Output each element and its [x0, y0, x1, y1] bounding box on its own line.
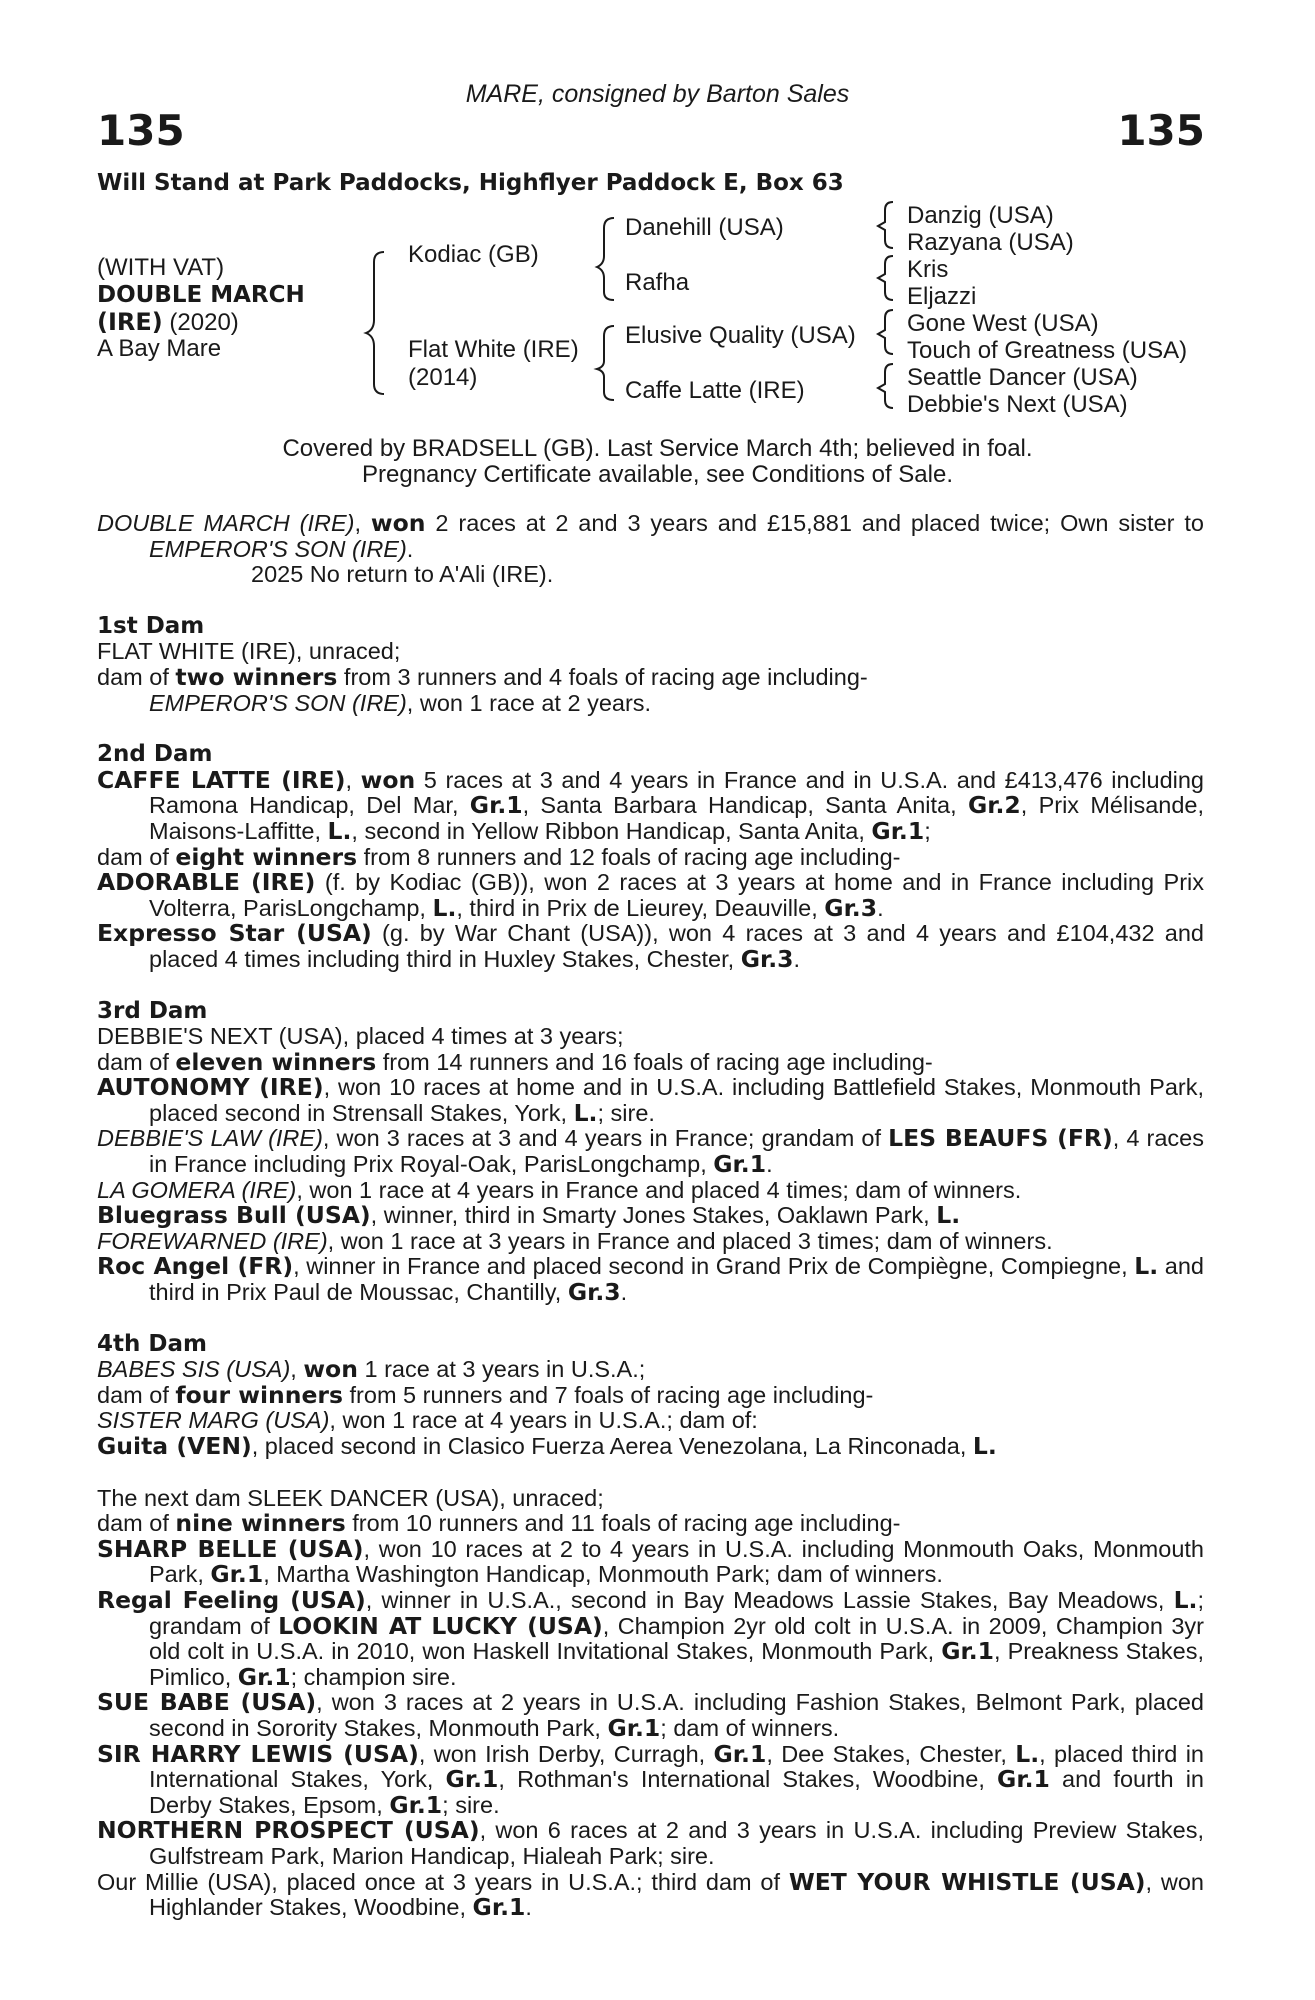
- dam3-heading: 3rd Dam: [97, 997, 208, 1024]
- ancestor-5: Gone West (USA): [907, 310, 1099, 337]
- bracket-sire-dam: [366, 252, 384, 394]
- ancestor-8: Debbie's Next (USA): [907, 391, 1128, 418]
- intro-paragraph: DOUBLE MARCH (IRE), won 2 races at 2 and 3 years and £15,881 and placed twice; Own sister to EMPEROR'S SON (IRE).: [97, 509, 1204, 562]
- bracket-g56: [878, 310, 893, 354]
- dam3-progeny-la-gomera: LA GOMERA (IRE), won 1 race at 4 years in France and placed 4 times; dam of winners.: [97, 1176, 1022, 1203]
- sire-dam: Rafha: [625, 269, 690, 296]
- ancestor-2: Razyana (USA): [907, 229, 1074, 256]
- ancestor-7: Seattle Dancer (USA): [907, 364, 1138, 391]
- next-dam-produce: dam of nine winners from 10 runners and 11 foals of racing age including-: [97, 1509, 901, 1538]
- bracket-sire-parents: [597, 218, 614, 300]
- catalogue-body: [97, 511, 1204, 1921]
- sire-sire: Danehill (USA): [625, 214, 784, 241]
- next-dam-progeny-sue-babe: SUE BABE (USA), won 3 races at 2 years in U.S.A. including Fashion Stakes, Belmont Park, placed second in Sorority Stakes, Monmouth Park, Gr.1; dam of winners.: [97, 1688, 1204, 1742]
- dam4-heading: 4th Dam: [97, 1330, 207, 1357]
- dam3-produce: dam of eleven winners from 14 runners and 16 foals of racing age including-: [97, 1047, 933, 1076]
- dam1-line: FLAT WHITE (IRE), unraced;: [97, 638, 401, 665]
- covered-line: Covered by BRADSELL (GB). Last Service March 4th; believed in foal.: [282, 435, 1033, 462]
- next-dam-line: The next dam SLEEK DANCER (USA), unraced;: [97, 1484, 604, 1511]
- stand-location: Will Stand at Park Paddocks, Highflyer Paddock E, Box 63: [97, 170, 844, 196]
- dam3-progeny-autonomy: AUTONOMY (IRE), won 10 races at home and in U.S.A. including Battlefield Stakes, Monmouth Park, placed second in Strensall Stakes, York, L.; sire.: [97, 1073, 1205, 1127]
- ancestor-6: Touch of Greatness (USA): [907, 337, 1188, 364]
- sire: Kodiac (GB): [408, 241, 539, 268]
- dam2-line: CAFFE LATTE (IRE), won 5 races at 3 and 4 years in France and in U.S.A. and £413,476 including Ramona Handicap, Del Mar, Gr.1, Santa Barbara Handicap, Santa Anita, Gr.2, Prix Mélisande, Maisons-Laffitte, L., second in Yellow Ribbon Handicap, Santa Anita, Gr.1;: [97, 765, 1204, 845]
- bracket-g34: [878, 256, 893, 300]
- dam-sire: Elusive Quality (USA): [625, 322, 856, 349]
- next-dam-progeny-our-millie: Our Millie (USA), placed once at 3 years in U.S.A.; third dam of WET YOUR WHISTLE (USA), won Highlander Stakes, Woodbine, Gr.1.: [97, 1867, 1204, 1922]
- dam1-produce: dam of two winners from 3 runners and 4 foals of racing age including-: [97, 662, 868, 691]
- intro-note: 2025 No return to A'Ali (IRE).: [251, 561, 554, 588]
- next-dam-progeny-northern-prospect: NORTHERN PROSPECT (USA), won 6 races at 2 and 3 years in U.S.A. including Preview Stakes, Gulfstream Park, Marion Handicap, Hialeah Park; sire.: [97, 1816, 1204, 1869]
- dam-year: (2014): [408, 364, 478, 391]
- dam4-progeny-guita: Guita (VEN), placed second in Clasico Fuerza Aerea Venezolana, La Rinconada, L.: [97, 1432, 997, 1460]
- lot-number-left: 135: [97, 106, 185, 155]
- dam3-progeny-bluegrass-bull: Bluegrass Bull (USA), winner, third in Smarty Jones Stakes, Oaklawn Park, L.: [97, 1201, 961, 1230]
- dam2-produce: dam of eight winners from 8 runners and 12 foals of racing age including-: [97, 842, 901, 871]
- next-dam-progeny-regal-feeling: Regal Feeling (USA), winner in U.S.A., second in Bay Meadows Lassie Stakes, Bay Meadows, L.; grandam of LOOKIN AT LUCKY (USA), Champion 2yr old colt in U.S.A. in 2009, Champion 3yr old colt in U.S.A. in 2010, won Haskell Invitational Stakes, Monmouth Park, Gr.1, Preakness Stakes, Pimlico, Gr.1; champion sire.: [97, 1585, 1204, 1691]
- dam1-heading: 1st Dam: [97, 612, 205, 639]
- dam3-line: DEBBIE'S NEXT (USA), placed 4 times at 3 years;: [97, 1023, 624, 1050]
- dam4-progeny-sister-marg: SISTER MARG (USA), won 1 race at 4 years in U.S.A.; dam of:: [97, 1407, 758, 1434]
- ancestor-1: Danzig (USA): [907, 202, 1054, 229]
- horse-vat: (WITH VAT): [97, 254, 225, 281]
- next-dam-progeny-sir-harry-lewis: SIR HARRY LEWIS (USA), won Irish Derby, Curragh, Gr.1, Dee Stakes, Chester, L., placed third in International Stakes, York, Gr.1, Rothman's International Stakes, Woodbine, Gr.1 and fourth in Derby Stakes, Epsom, Gr.1; sire.: [97, 1739, 1205, 1819]
- dam1-progeny-1: EMPEROR'S SON (IRE), won 1 race at 2 years.: [149, 689, 652, 716]
- dam3-progeny-forewarned: FOREWARNED (IRE), won 1 race at 3 years in France and placed 3 times; dam of winners.: [97, 1227, 1053, 1254]
- pregnancy-line: Pregnancy Certificate available, see Conditions of Sale.: [362, 461, 953, 488]
- lot-number-right: 135: [1117, 106, 1205, 155]
- page-title: MARE, consigned by Barton Sales: [465, 80, 850, 108]
- horse-description: A Bay Mare: [97, 335, 222, 362]
- next-dam-progeny-sharp-belle: SHARP BELLE (USA), won 10 races at 2 to 4 years in U.S.A. including Monmouth Oaks, Monmouth Park, Gr.1, Martha Washington Handicap, Monmouth Park; dam of winners.: [97, 1534, 1204, 1589]
- ancestor-4: Eljazzi: [907, 283, 977, 310]
- dam-dam: Caffe Latte (IRE): [625, 377, 805, 404]
- ancestor-3: Kris: [907, 256, 949, 283]
- dam4-produce: dam of four winners from 5 runners and 7 foals of racing age including-: [97, 1380, 874, 1409]
- bracket-g12: [878, 202, 893, 248]
- dam4-line: BABES SIS (USA), won 1 race at 3 years in U.S.A.;: [97, 1355, 646, 1384]
- bracket-dam-parents: [597, 326, 614, 400]
- dam3-progeny-debbies-law: DEBBIE'S LAW (IRE), won 3 races at 3 and 4 years in France; grandam of LES BEAUFS (FR), 4 races in France including Prix Royal-Oak, ParisLongchamp, Gr.1.: [97, 1124, 1204, 1179]
- dam2-heading: 2nd Dam: [97, 741, 213, 768]
- dam: Flat White (IRE): [408, 336, 579, 363]
- dam2-progeny-adorable: ADORABLE (IRE) (f. by Kodiac (GB)), won 2 races at 3 years at home and in France including Prix Volterra, ParisLongchamp, L., third in Prix de Lieurey, Deauville, Gr.3.: [97, 868, 1205, 922]
- horse-name: DOUBLE MARCH: [97, 282, 305, 308]
- dam3-progeny-roc-angel: Roc Angel (FR), winner in France and placed second in Grand Prix de Compiègne, Compiegne, L. and third in Prix Paul de Moussac, Chantilly, Gr.3.: [97, 1252, 1204, 1307]
- horse-country-year: (IRE) (2020): [97, 308, 239, 336]
- bracket-g78: [878, 364, 893, 408]
- dam2-progeny-expresso: Expresso Star (USA) (g. by War Chant (USA)), won 4 races at 3 and 4 years and £104,432 and placed 4 times including third in Huxley Stakes, Chester, Gr.3.: [97, 919, 1204, 973]
